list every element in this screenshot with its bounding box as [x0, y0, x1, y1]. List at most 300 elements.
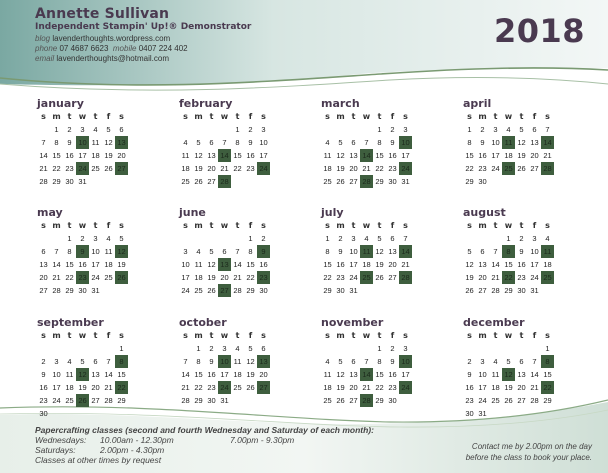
wednesday-time-morning: 10.00am - 12.30pm: [100, 435, 174, 445]
empty-cell: [179, 123, 192, 136]
weekday-letter: w: [220, 331, 229, 340]
day-cell: 13: [478, 260, 487, 269]
day-cell: 17: [52, 383, 61, 392]
empty-cell: [360, 342, 373, 355]
saturday-time: 2.00pm - 4.30pm: [100, 445, 165, 455]
day-cell: 16: [478, 151, 487, 160]
weekday-letter: t: [67, 112, 72, 121]
weekday-letter: s: [545, 331, 550, 340]
weekday-header: [463, 111, 593, 123]
day-cell: 26: [504, 396, 513, 405]
class-day-cell: 24: [399, 381, 412, 394]
weekday-letter: w: [362, 331, 371, 340]
day-cell: 15: [375, 370, 384, 379]
empty-cell: [50, 342, 63, 355]
weekday-header: [463, 330, 593, 342]
day-cell: 31: [91, 286, 100, 295]
mobile-label: mobile: [112, 44, 137, 53]
day-cell: 30: [336, 286, 345, 295]
day-cell: 1: [54, 125, 59, 134]
day-cell: 26: [336, 396, 345, 405]
day-cell: 1: [467, 125, 472, 134]
day-cell: 6: [480, 247, 485, 256]
day-cell: 11: [104, 247, 113, 256]
day-cell: 10: [491, 138, 500, 147]
class-day-cell: 11: [541, 245, 554, 258]
month-september: [37, 316, 167, 420]
day-cell: 2: [519, 234, 524, 243]
day-cell: 17: [349, 260, 358, 269]
weekday-letter: s: [467, 112, 472, 121]
month-july: [321, 206, 451, 297]
blog-link[interactable]: lavenderthoughts.wordpress.com: [52, 34, 171, 43]
weekday-letter: f: [248, 331, 253, 340]
class-day-cell: 12: [76, 368, 89, 381]
weekday-letter: t: [377, 331, 382, 340]
class-schedule: [35, 425, 374, 465]
month-name: september: [37, 316, 104, 329]
day-cell: 23: [517, 273, 526, 282]
day-cell: 18: [104, 260, 113, 269]
day-cell: 17: [401, 151, 410, 160]
day-cell: 15: [233, 151, 242, 160]
day-cell: 7: [364, 357, 369, 366]
day-cell: 7: [222, 138, 227, 147]
day-cell: 29: [52, 177, 61, 186]
day-cell: 18: [194, 273, 203, 282]
day-cell: 10: [259, 138, 268, 147]
day-cell: 19: [336, 164, 345, 173]
weekday-letter: m: [194, 221, 203, 230]
day-cell: 6: [119, 125, 124, 134]
day-cell: 3: [351, 234, 356, 243]
weekday-header: [179, 220, 309, 232]
empty-cell: [231, 232, 244, 245]
empty-cell: [102, 342, 115, 355]
email-link[interactable]: lavenderthoughts@hotmail.com: [56, 54, 169, 63]
day-cell: 3: [493, 125, 498, 134]
weekday-letter: f: [106, 331, 111, 340]
class-day-cell: 14: [360, 368, 373, 381]
day-cell: 14: [181, 370, 190, 379]
day-cell: 30: [517, 286, 526, 295]
weekday-letter: f: [532, 112, 537, 121]
empty-cell: [50, 232, 63, 245]
weekday-letter: t: [351, 112, 356, 121]
day-cell: 17: [220, 370, 229, 379]
day-cell: 24: [491, 164, 500, 173]
weekday-letter: t: [235, 221, 240, 230]
day-cell: 10: [91, 247, 100, 256]
empty-cell: [489, 342, 502, 355]
day-cell: 10: [478, 370, 487, 379]
day-cell: 31: [478, 409, 487, 418]
day-cell: 8: [325, 247, 330, 256]
class-day-cell: 8: [115, 355, 128, 368]
day-cell: 16: [465, 383, 474, 392]
day-cell: 13: [388, 247, 397, 256]
class-day-cell: 25: [541, 271, 554, 284]
weekday-letter: t: [93, 112, 98, 121]
empty-cell: [347, 342, 360, 355]
day-cell: 19: [78, 383, 87, 392]
day-cell: 19: [104, 151, 113, 160]
class-day-cell: 12: [115, 245, 128, 258]
day-cell: 26: [207, 286, 216, 295]
day-cell: 12: [336, 370, 345, 379]
day-cell: 31: [78, 177, 87, 186]
day-cell: 26: [517, 164, 526, 173]
day-cell: 20: [349, 164, 358, 173]
empty-cell: [205, 123, 218, 136]
saturday-label: Saturdays:: [35, 445, 76, 455]
day-cell: 24: [530, 273, 539, 282]
day-cell: 27: [39, 286, 48, 295]
day-cell: 9: [519, 247, 524, 256]
weekday-letter: m: [336, 221, 345, 230]
day-cell: 21: [543, 151, 552, 160]
weekday-letter: t: [377, 221, 382, 230]
empty-cell: [463, 232, 476, 245]
day-cell: 31: [530, 286, 539, 295]
month-april: [463, 97, 593, 188]
day-cell: 4: [506, 125, 511, 134]
weekday-letter: t: [351, 221, 356, 230]
day-cell: 4: [493, 357, 498, 366]
weekday-letter: s: [261, 112, 266, 121]
empty-cell: [89, 342, 102, 355]
day-cell: 14: [39, 151, 48, 160]
day-cell: 6: [351, 138, 356, 147]
weekday-header: [321, 330, 451, 342]
class-day-cell: 11: [360, 245, 373, 258]
day-cell: 29: [543, 396, 552, 405]
day-cell: 13: [530, 138, 539, 147]
day-cell: 20: [91, 383, 100, 392]
weekday-letter: t: [235, 331, 240, 340]
day-cell: 19: [246, 370, 255, 379]
class-day-cell: 10: [76, 136, 89, 149]
day-cell: 29: [504, 286, 513, 295]
day-cell: 12: [517, 138, 526, 147]
empty-cell: [63, 342, 76, 355]
day-cell: 21: [362, 383, 371, 392]
wednesday-time-evening: 7.00pm - 9.30pm: [230, 435, 295, 445]
day-cell: 8: [377, 357, 382, 366]
day-cell: 22: [194, 383, 203, 392]
schedule-title: Papercrafting classes (second and fourth Wednesday and Saturday of each month):: [35, 425, 374, 435]
day-cell: 11: [323, 370, 332, 379]
empty-cell: [502, 342, 515, 355]
day-cell: 1: [119, 344, 124, 353]
day-cell: 6: [222, 247, 227, 256]
day-cell: 23: [39, 396, 48, 405]
empty-cell: [192, 232, 205, 245]
day-cell: 1: [196, 344, 201, 353]
weekday-letter: s: [183, 221, 188, 230]
demonstrator-subtitle: Independent Stampin' Up!® Demonstrator: [35, 22, 252, 32]
weekday-letter: t: [93, 221, 98, 230]
day-cell: 23: [207, 383, 216, 392]
day-cell: 2: [480, 125, 485, 134]
day-cell: 16: [65, 151, 74, 160]
weekday-letter: t: [209, 112, 214, 121]
weekday-letter: s: [467, 221, 472, 230]
blog-label: blog: [35, 34, 51, 43]
weekday-letter: t: [351, 331, 356, 340]
class-day-cell: 24: [399, 162, 412, 175]
day-cell: 22: [246, 273, 255, 282]
day-cell: 9: [209, 357, 214, 366]
day-cell: 30: [388, 396, 397, 405]
day-cell: 23: [388, 383, 397, 392]
weekday-letter: s: [325, 221, 330, 230]
day-cell: 18: [65, 383, 74, 392]
day-grid: [179, 342, 309, 407]
day-cell: 17: [478, 383, 487, 392]
day-cell: 3: [93, 234, 98, 243]
month-name: november: [321, 316, 384, 329]
day-cell: 9: [480, 138, 485, 147]
weekday-letter: t: [93, 331, 98, 340]
weekday-letter: t: [377, 112, 382, 121]
day-cell: 20: [39, 273, 48, 282]
class-day-cell: 8: [502, 245, 515, 258]
day-cell: 20: [259, 370, 268, 379]
booking-note: [440, 441, 592, 463]
day-cell: 8: [467, 138, 472, 147]
day-cell: 20: [207, 164, 216, 173]
class-day-cell: 13: [257, 355, 270, 368]
weekday-letter: s: [325, 112, 330, 121]
day-cell: 30: [478, 177, 487, 186]
weekday-letter: w: [220, 221, 229, 230]
day-cell: 3: [480, 357, 485, 366]
weekday-letter: s: [545, 221, 550, 230]
empty-cell: [463, 342, 476, 355]
day-cell: 25: [194, 286, 203, 295]
day-cell: 5: [467, 247, 472, 256]
weekday-letter: s: [41, 112, 46, 121]
day-cell: 25: [323, 177, 332, 186]
day-grid: [37, 342, 167, 420]
day-cell: 16: [517, 260, 526, 269]
class-day-cell: 22: [541, 381, 554, 394]
day-cell: 13: [207, 151, 216, 160]
day-cell: 4: [325, 357, 330, 366]
day-cell: 11: [181, 151, 190, 160]
empty-cell: [321, 342, 334, 355]
day-cell: 12: [207, 260, 216, 269]
day-cell: 7: [493, 247, 498, 256]
weekday-letter: m: [336, 331, 345, 340]
class-day-cell: 25: [502, 162, 515, 175]
day-cell: 27: [207, 177, 216, 186]
weekday-letter: f: [248, 112, 253, 121]
day-cell: 6: [532, 125, 537, 134]
weekday-letter: m: [52, 112, 61, 121]
day-cell: 28: [104, 396, 113, 405]
day-cell: 3: [261, 125, 266, 134]
day-cell: 9: [338, 247, 343, 256]
day-cell: 31: [220, 396, 229, 405]
weekday-letter: s: [119, 112, 124, 121]
empty-cell: [528, 342, 541, 355]
day-cell: 16: [388, 370, 397, 379]
weekday-letter: f: [106, 221, 111, 230]
day-cell: 4: [545, 234, 550, 243]
day-cell: 27: [91, 396, 100, 405]
day-cell: 17: [78, 151, 87, 160]
day-cell: 25: [91, 164, 100, 173]
weekday-letter: f: [390, 221, 395, 230]
day-cell: 8: [196, 357, 201, 366]
weekday-header: [321, 111, 451, 123]
day-cell: 17: [491, 151, 500, 160]
day-cell: 1: [235, 125, 240, 134]
day-cell: 23: [478, 164, 487, 173]
month-august: [463, 206, 593, 297]
day-cell: 9: [390, 138, 395, 147]
empty-cell: [476, 342, 489, 355]
day-cell: 17: [401, 370, 410, 379]
day-grid: [179, 232, 309, 297]
day-cell: 19: [465, 273, 474, 282]
day-cell: 13: [349, 370, 358, 379]
empty-cell: [334, 342, 347, 355]
day-cell: 21: [491, 273, 500, 282]
day-cell: 28: [39, 177, 48, 186]
day-cell: 2: [209, 344, 214, 353]
day-cell: 27: [349, 177, 358, 186]
day-cell: 10: [52, 370, 61, 379]
day-cell: 23: [65, 164, 74, 173]
day-cell: 27: [388, 273, 397, 282]
day-cell: 14: [104, 370, 113, 379]
day-cell: 13: [517, 370, 526, 379]
class-day-cell: 23: [76, 271, 89, 284]
weekday-letter: s: [183, 331, 188, 340]
empty-cell: [37, 342, 50, 355]
weekday-letter: s: [545, 112, 550, 121]
day-cell: 18: [491, 383, 500, 392]
weekday-letter: s: [183, 112, 188, 121]
day-cell: 12: [194, 151, 203, 160]
weekday-letter: m: [478, 112, 487, 121]
day-cell: 15: [194, 370, 203, 379]
day-cell: 16: [336, 260, 345, 269]
weekday-letter: s: [403, 112, 408, 121]
day-cell: 16: [388, 151, 397, 160]
day-cell: 21: [104, 383, 113, 392]
month-name: january: [37, 97, 84, 110]
class-day-cell: 22: [115, 381, 128, 394]
day-cell: 18: [543, 260, 552, 269]
month-name: december: [463, 316, 525, 329]
day-cell: 30: [78, 286, 87, 295]
month-march: [321, 97, 451, 188]
weekday-letter: t: [519, 112, 524, 121]
day-cell: 1: [248, 234, 253, 243]
day-cell: 16: [78, 260, 87, 269]
class-day-cell: 23: [257, 271, 270, 284]
weekday-letter: t: [493, 112, 498, 121]
day-cell: 18: [91, 151, 100, 160]
weekday-letter: w: [504, 112, 513, 121]
day-cell: 30: [65, 177, 74, 186]
weekday-letter: w: [504, 221, 513, 230]
weekday-letter: m: [52, 221, 61, 230]
day-cell: 25: [323, 396, 332, 405]
day-cell: 3: [54, 357, 59, 366]
day-cell: 4: [364, 234, 369, 243]
weekday-letter: t: [209, 221, 214, 230]
day-cell: 29: [375, 177, 384, 186]
day-cell: 30: [207, 396, 216, 405]
weekday-letter: f: [532, 221, 537, 230]
day-cell: 20: [517, 383, 526, 392]
day-cell: 26: [375, 273, 384, 282]
empty-cell: [218, 232, 231, 245]
day-cell: 19: [194, 164, 203, 173]
day-cell: 22: [375, 164, 384, 173]
day-cell: 8: [67, 247, 72, 256]
day-cell: 12: [375, 247, 384, 256]
wednesday-label: Wednesdays:: [35, 435, 87, 445]
day-cell: 22: [65, 273, 74, 282]
day-cell: 29: [465, 177, 474, 186]
day-cell: 31: [349, 286, 358, 295]
day-cell: 9: [390, 357, 395, 366]
day-cell: 6: [390, 234, 395, 243]
empty-cell: [192, 123, 205, 136]
month-june: [179, 206, 309, 297]
class-day-cell: 13: [218, 258, 231, 271]
day-cell: 4: [196, 247, 201, 256]
day-cell: 22: [465, 164, 474, 173]
weekday-letter: t: [235, 112, 240, 121]
day-cell: 5: [506, 357, 511, 366]
day-cell: 28: [491, 286, 500, 295]
day-cell: 18: [323, 164, 332, 173]
day-cell: 15: [543, 370, 552, 379]
day-cell: 2: [390, 125, 395, 134]
day-grid: [321, 232, 451, 297]
weekday-letter: t: [519, 221, 524, 230]
weekday-letter: s: [403, 331, 408, 340]
class-day-cell: 24: [76, 162, 89, 175]
day-cell: 6: [93, 357, 98, 366]
day-cell: 7: [235, 247, 240, 256]
day-grid: [463, 342, 593, 420]
class-day-cell: 28: [541, 162, 554, 175]
day-cell: 17: [181, 273, 190, 282]
month-name: june: [179, 206, 206, 219]
email-line: [35, 54, 251, 64]
phone-line: [35, 44, 251, 54]
class-day-cell: 14: [360, 149, 373, 162]
day-cell: 8: [248, 247, 253, 256]
day-cell: 3: [403, 344, 408, 353]
day-cell: 26: [336, 177, 345, 186]
class-day-cell: 14: [399, 245, 412, 258]
class-day-cell: 26: [76, 394, 89, 407]
day-cell: 7: [41, 138, 46, 147]
month-february: [179, 97, 309, 188]
month-name: february: [179, 97, 233, 110]
weekday-letter: w: [362, 112, 371, 121]
day-cell: 21: [220, 164, 229, 173]
